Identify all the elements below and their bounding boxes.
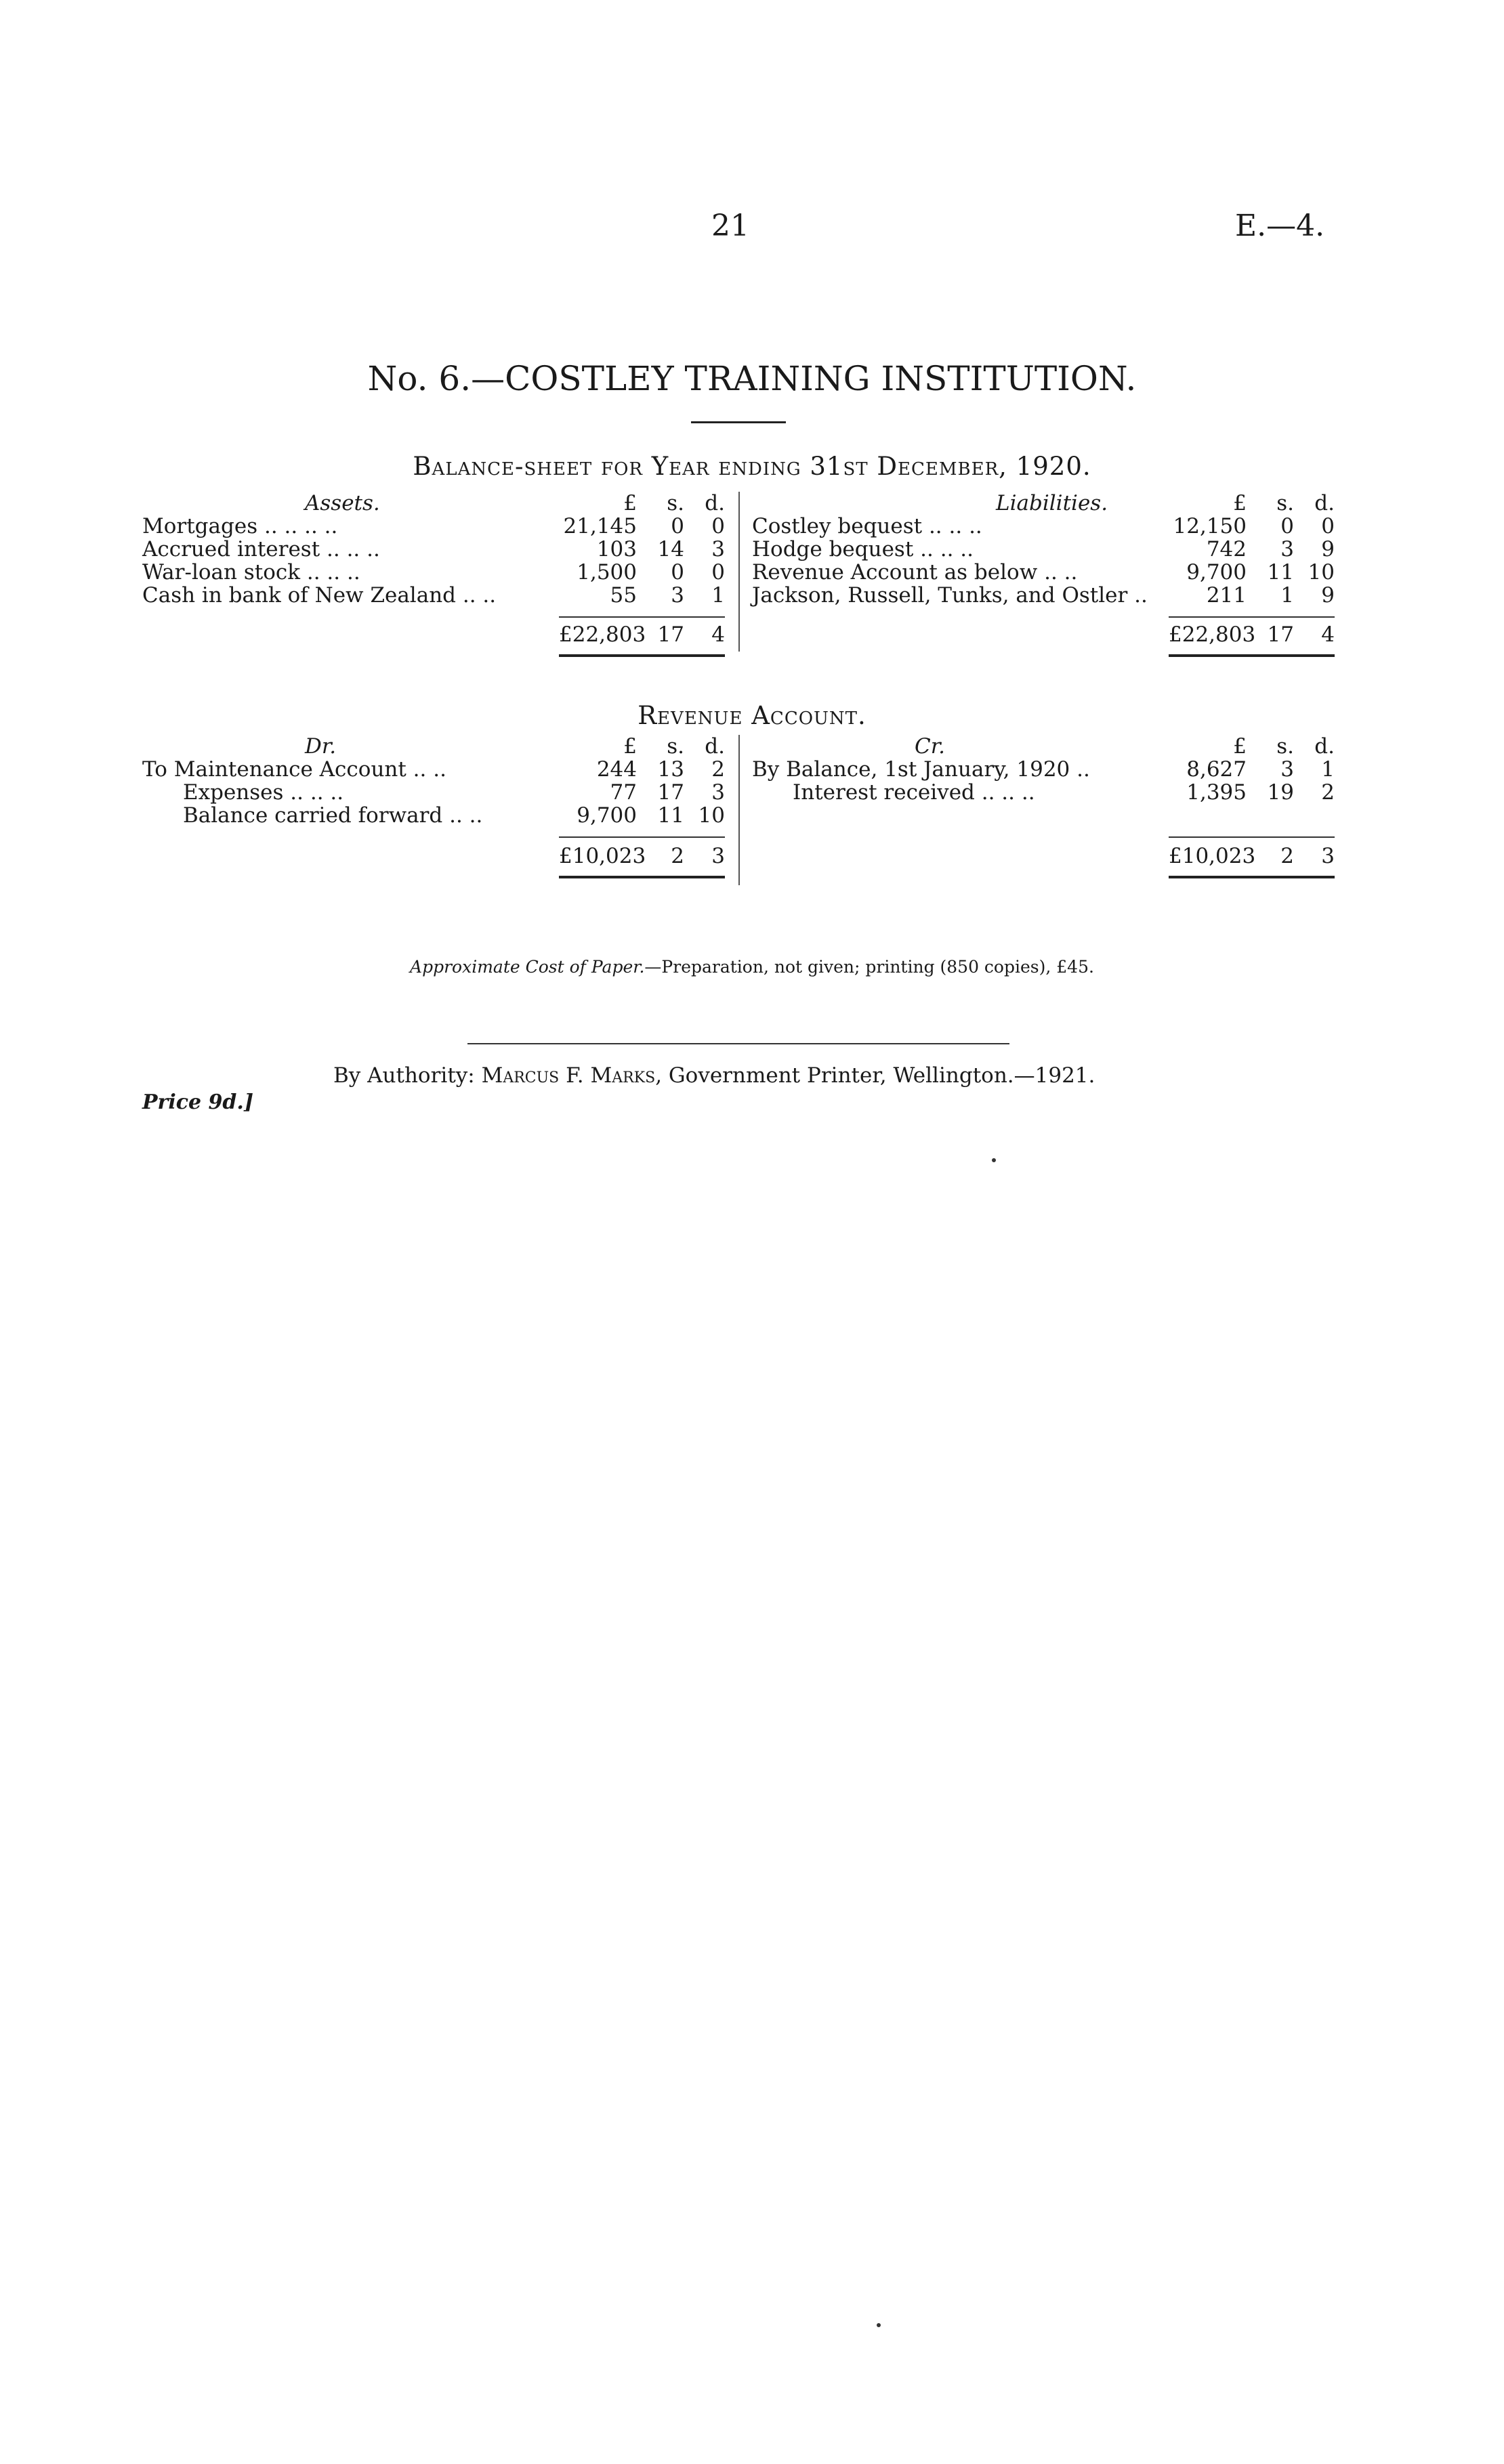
pounds-value: 9,700 — [577, 803, 637, 828]
pound-header: £ — [1233, 491, 1247, 515]
shillings-value: 11 — [657, 803, 684, 828]
row-description: Hodge bequest .. .. .. — [752, 537, 974, 561]
pounds-value: 742 — [1206, 537, 1247, 561]
pounds-value: 21,145 — [563, 514, 637, 538]
row-description: Interest received .. .. .. — [793, 780, 1035, 805]
total-rule — [559, 616, 725, 618]
shillings-value: 0 — [671, 560, 684, 585]
row-description: To Maintenance Account .. .. — [142, 757, 446, 782]
debit-column — [142, 734, 725, 868]
pence-value: 9 — [1321, 583, 1335, 608]
shilling-header: s. — [1276, 491, 1294, 515]
pound-header: £ — [1233, 734, 1247, 759]
pence-value: 0 — [1321, 514, 1335, 538]
pence-value: 1 — [711, 583, 725, 608]
total-shillings: 17 — [1267, 622, 1294, 647]
row-description: Cash in bank of New Zealand .. .. — [142, 583, 497, 608]
pence-value: 2 — [711, 757, 725, 782]
pounds-value: 103 — [596, 537, 637, 561]
total-pounds: £10,023 — [1169, 844, 1256, 868]
total-pounds: £22,803 — [559, 622, 646, 647]
cost-footnote — [0, 957, 1504, 977]
table-row — [142, 781, 725, 804]
shillings-value: 0 — [671, 514, 684, 538]
row-description: Expenses .. .. .. — [183, 780, 344, 805]
shillings-value: 3 — [1280, 757, 1294, 782]
shillings-value: 3 — [671, 583, 684, 608]
total-rule — [559, 836, 725, 838]
footnote-lead: Approximate Cost of Paper. — [410, 957, 645, 977]
liabilities-header-row — [752, 492, 1335, 515]
shillings-value: 0 — [1280, 514, 1294, 538]
shilling-header: s. — [667, 734, 684, 759]
balance-sheet-heading: Balance-sheet for Year ending 31st December, 1920. — [413, 452, 1091, 481]
title-rule — [691, 421, 786, 423]
row-description: Accrued interest .. .. .. — [142, 537, 380, 561]
pence-value: 3 — [711, 537, 725, 561]
assets-label: Assets. — [305, 491, 380, 515]
assets-total-row — [142, 623, 725, 646]
revenue-account-heading: Revenue Account. — [638, 701, 866, 730]
authority-suffix: , Government Printer, Wellington.—1921. — [655, 1063, 1095, 1088]
assets-column — [142, 491, 725, 647]
row-description: Jackson, Russell, Tunks, and Ostler .. — [752, 583, 1148, 608]
pence-value: 2 — [1321, 780, 1335, 805]
total-rule — [1169, 836, 1335, 838]
pounds-value: 1,395 — [1186, 780, 1247, 805]
liabilities-column — [752, 491, 1335, 647]
pounds-value: 244 — [596, 757, 637, 782]
liabilities-label: Liabilities. — [996, 491, 1108, 515]
pence-header: d. — [1314, 734, 1335, 759]
table-row — [752, 515, 1335, 538]
pence-value: 0 — [711, 560, 725, 585]
print-speck — [992, 1158, 996, 1162]
document-code: E.—4. — [1235, 209, 1325, 243]
assets-header-row — [142, 492, 725, 515]
pounds-value: 9,700 — [1186, 560, 1247, 585]
shillings-value: 13 — [657, 757, 684, 782]
price-label: Price 9d.] — [142, 1090, 254, 1114]
total-pence: 4 — [711, 622, 725, 647]
column-divider — [738, 735, 740, 885]
table-row — [752, 538, 1335, 561]
credit-label: Cr. — [915, 734, 945, 759]
pence-header: d. — [1314, 491, 1335, 515]
total-pence: 3 — [1321, 844, 1335, 868]
double-rule — [559, 876, 725, 878]
row-description: Balance carried forward .. .. — [183, 803, 483, 828]
table-row — [752, 758, 1335, 781]
print-speck — [877, 2323, 881, 2327]
printer-authority — [333, 1063, 1095, 1088]
double-rule — [559, 654, 725, 657]
row-description: War-loan stock .. .. .. — [142, 560, 360, 585]
debit-label: Dr. — [305, 734, 337, 759]
pound-header: £ — [623, 734, 637, 759]
pence-header: d. — [705, 734, 725, 759]
shilling-header: s. — [1276, 734, 1294, 759]
total-pence: 4 — [1321, 622, 1335, 647]
shillings-value: 3 — [1280, 537, 1294, 561]
shillings-value: 17 — [657, 780, 684, 805]
printer-name: Marcus F. Marks — [481, 1063, 656, 1088]
total-pounds: £10,023 — [559, 844, 646, 868]
pounds-value: 211 — [1206, 583, 1247, 608]
total-shillings: 2 — [1280, 844, 1294, 868]
shilling-header: s. — [667, 491, 684, 515]
debit-header-row — [142, 735, 725, 758]
row-description: Revenue Account as below .. .. — [752, 560, 1078, 585]
pence-value: 1 — [1321, 757, 1335, 782]
double-rule — [1169, 876, 1335, 878]
total-pence: 3 — [711, 844, 725, 868]
table-row — [142, 804, 725, 827]
table-row — [752, 561, 1335, 584]
shillings-value: 11 — [1267, 560, 1294, 585]
credit-total-row — [752, 845, 1335, 868]
shillings-value: 1 — [1280, 583, 1294, 608]
pence-value: 3 — [711, 780, 725, 805]
page-number: 21 — [711, 209, 749, 243]
row-description: Costley bequest .. .. .. — [752, 514, 982, 538]
table-row — [142, 561, 725, 584]
total-shillings: 17 — [657, 622, 684, 647]
shillings-value: 19 — [1267, 780, 1294, 805]
row-description: By Balance, 1st January, 1920 .. — [752, 757, 1090, 782]
credit-column — [752, 734, 1335, 868]
credit-header-row — [752, 735, 1335, 758]
column-divider — [738, 492, 740, 652]
pence-value: 0 — [711, 514, 725, 538]
authority-prefix: By Authority: — [333, 1063, 482, 1088]
pence-value: 9 — [1321, 537, 1335, 561]
double-rule — [1169, 654, 1335, 657]
debit-total-row — [142, 845, 725, 868]
pounds-value: 77 — [610, 780, 637, 805]
shillings-value: 14 — [657, 537, 684, 561]
pounds-value: 8,627 — [1186, 757, 1247, 782]
pound-header: £ — [623, 491, 637, 515]
total-rule — [1169, 616, 1335, 618]
pounds-value: 55 — [610, 583, 637, 608]
pence-header: d. — [705, 491, 725, 515]
pounds-value: 12,150 — [1173, 514, 1247, 538]
pounds-value: 1,500 — [577, 560, 637, 585]
page-title: No. 6.—COSTLEY TRAINING INSTITUTION. — [367, 359, 1137, 398]
pence-value: 10 — [1308, 560, 1335, 585]
table-row — [142, 515, 725, 538]
footnote-text: —Preparation, not given; printing (850 copies), £45. — [644, 957, 1094, 977]
pence-value: 10 — [698, 803, 725, 828]
total-pounds: £22,803 — [1169, 622, 1256, 647]
authority-rule — [467, 1043, 1009, 1044]
table-row — [142, 538, 725, 561]
liabilities-total-row — [752, 623, 1335, 646]
table-row — [752, 584, 1335, 607]
table-row — [142, 584, 725, 607]
total-shillings: 2 — [671, 844, 684, 868]
table-row — [752, 781, 1335, 804]
row-description: Mortgages .. .. .. .. — [142, 514, 338, 538]
table-row — [142, 758, 725, 781]
